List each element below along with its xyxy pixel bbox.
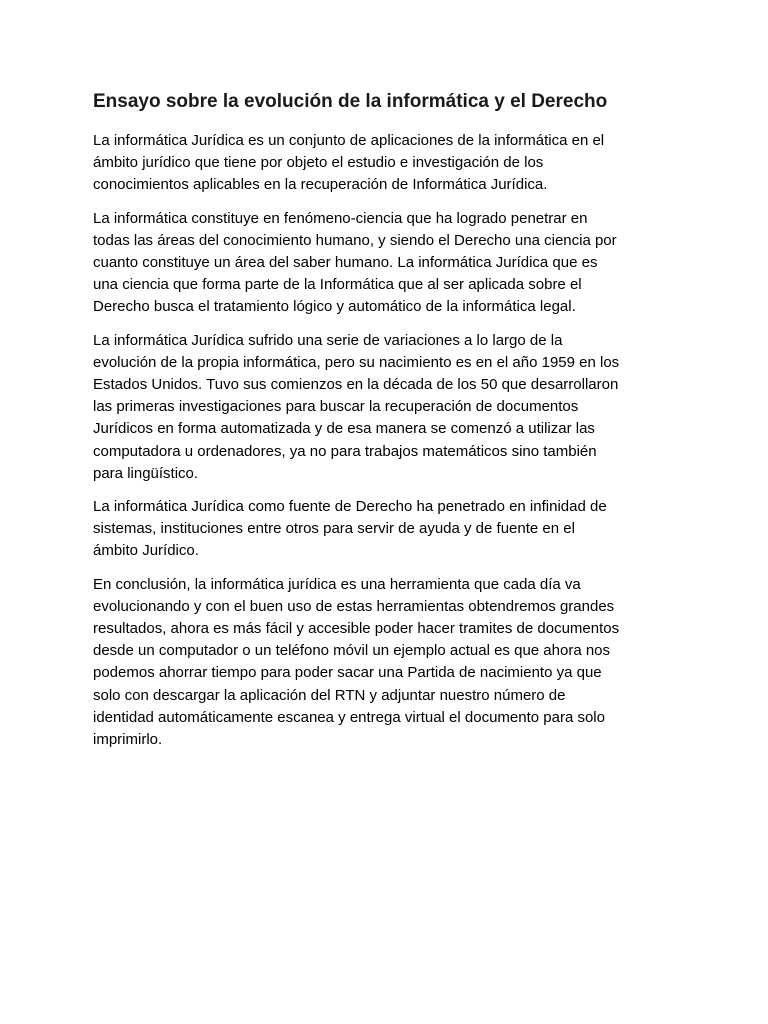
text-line: La informática Jurídica sufrido una serie de variaciones a lo largo de la: [93, 331, 563, 349]
text-line: desde un computador o un teléfono móvil un ejemplo actual es que ahora nos: [93, 642, 611, 660]
paragraph-2: [93, 208, 683, 319]
text-line: todas las áreas del conocimiento humano, y siendo el Derecho una ciencia por: [93, 231, 617, 249]
text-line: una ciencia que forma parte de la Informática que al ser aplicada sobre el: [93, 276, 582, 294]
text-line: podemos ahorrar tiempo para poder sacar una Partida de nacimiento ya que: [93, 664, 602, 682]
text-line: cuanto constituye un área del saber humano. La informática Jurídica que es: [93, 254, 598, 272]
paragraph-4: [93, 496, 683, 563]
text-line: computadora u ordenadores, ya no para trabajos matemáticos sino también: [93, 442, 597, 460]
paragraph-1: [93, 130, 683, 197]
text-line: evolución de la propia informática, pero su nacimiento es en el año 1959 en los: [93, 353, 620, 371]
paragraph-3: [93, 330, 683, 485]
text-line: Jurídicos en forma automatizada y de esa manera se comenzó a utilizar las: [93, 420, 595, 438]
text-line: evolucionando y con el buen uso de estas herramientas obtendremos grandes: [93, 597, 615, 615]
text-line: sistemas, instituciones entre otros para servir de ayuda y de fuente en el: [93, 520, 575, 538]
text-line: conocimientos aplicables en la recuperación de Informática Jurídica.: [93, 176, 548, 194]
text-line: resultados, ahora es más fácil y accesible poder hacer tramites de documentos: [93, 620, 620, 638]
paragraph-5: [93, 574, 683, 752]
text-line: En conclusión, la informática jurídica es una herramienta que cada día va: [93, 575, 581, 593]
text-line: las primeras investigaciones para buscar la recuperación de documentos: [93, 398, 579, 416]
text-line: imprimirlo.: [93, 731, 163, 749]
text-line: Estados Unidos. Tuvo sus comienzos en la década de los 50 que desarrollaron: [93, 376, 619, 394]
text-line: La informática Jurídica como fuente de Derecho ha penetrado en infinidad de: [93, 498, 607, 516]
text-line: para lingüístico.: [93, 464, 199, 482]
text-line: Derecho busca el tratamiento lógico y automático de la informática legal.: [93, 298, 576, 316]
text-line: solo con descargar la aplicación del RTN y adjuntar nuestro número de: [93, 686, 566, 704]
document-body: [93, 88, 683, 762]
text-line: La informática Jurídica es un conjunto de aplicaciones de la informática en el: [93, 132, 605, 149]
essay-title: Ensayo sobre la evolución de la informática y el Derecho: [93, 91, 608, 112]
text-line: identidad automáticamente escanea y entrega virtual el documento para solo: [93, 708, 605, 726]
text-line: ámbito Jurídico.: [93, 542, 199, 560]
text-line: La informática constituye en fenómeno-ciencia que ha logrado penetrar en: [93, 209, 588, 227]
text-line: ámbito jurídico que tiene por objeto el estudio e investigación de los: [93, 154, 544, 172]
